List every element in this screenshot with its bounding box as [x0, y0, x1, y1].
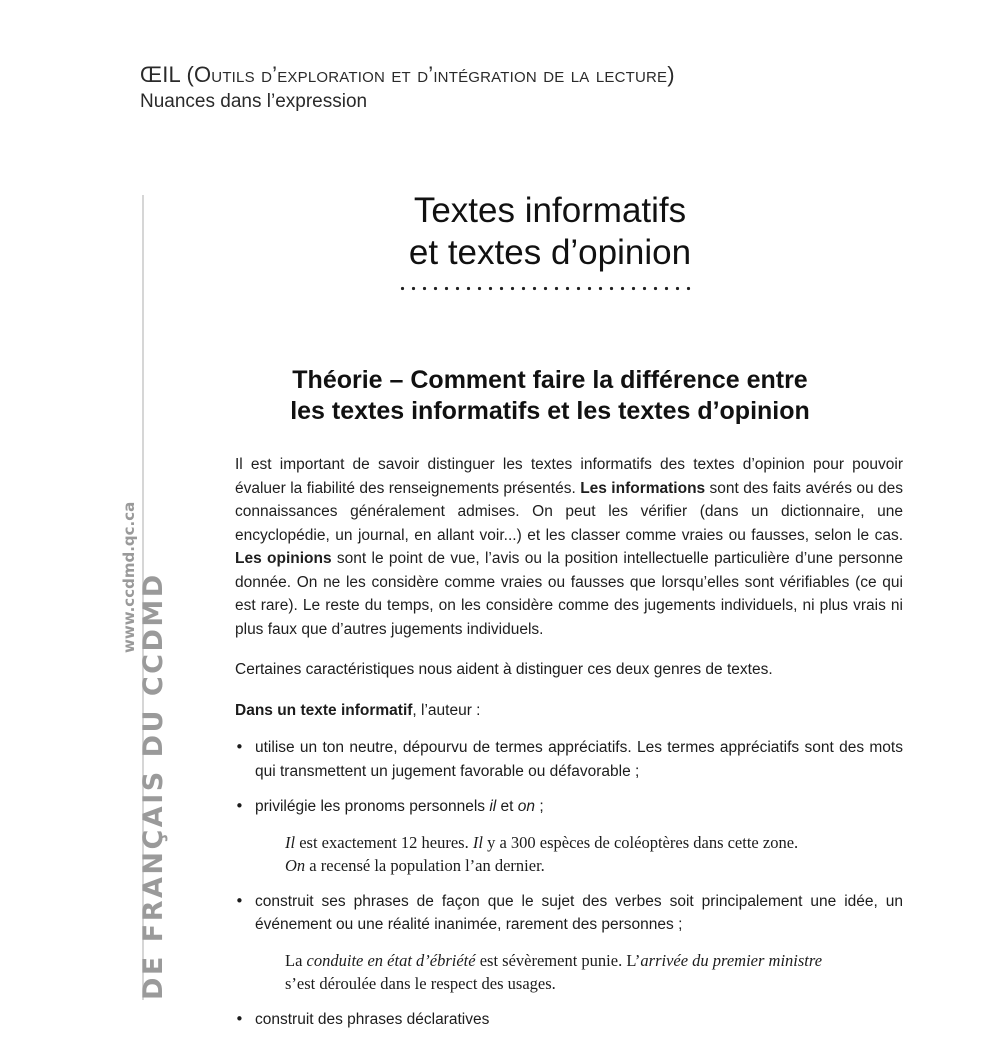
example-pronouns: [285, 831, 903, 878]
dotted-separator: [397, 286, 697, 291]
characteristics-list: [235, 736, 903, 1031]
example-text: La: [285, 950, 307, 970]
informative-lead-bold: Dans un texte informatif: [235, 701, 413, 719]
theory-heading: [235, 365, 865, 427]
bullet-sentence-subjects: • construit ses phrases de façon que le sujet des verbes soit principalement une idée, un événement ou une réalité inanimée, rarement des personnes ;: [255, 892, 903, 933]
example-italic: Il: [285, 832, 296, 852]
intro-term-opinions: Les opinions: [235, 550, 332, 567]
characteristics-paragraph: Certaines caractéristiques nous aident à distinguer ces deux genres de textes.: [235, 661, 773, 678]
document-title-line2: et textes d’opinion: [408, 233, 692, 272]
example-text: est exactement 12 heures.: [295, 832, 473, 852]
intro-term-informations: Les informations: [580, 479, 706, 497]
list-item: [235, 795, 903, 878]
example-line: [285, 831, 903, 855]
bullet-declarative: • construit des phrases déclaratives: [255, 1010, 490, 1028]
page-header: [140, 60, 675, 114]
series-title: ŒIL (Outils d’exploration et d’intégration de la lecture): [140, 62, 675, 87]
list-item: [235, 890, 903, 996]
example-line: [285, 949, 903, 973]
example-italic: On: [285, 856, 306, 875]
bullet-pronouns-and: et: [496, 798, 518, 815]
theory-heading-line2: les textes informatifs et les textes d’opinion: [290, 397, 810, 425]
intro-text-1: Il est important de savoir distinguer les textes informatifs des textes d’opinion pour pouvoir évaluer la fiabilité des renseignements présentés.: [235, 456, 903, 497]
theory-heading-line1: Théorie – Comment faire la différence entre: [292, 366, 808, 394]
bullet-neutral-tone: • utilise un ton neutre, dépourvu de termes appréciatifs. Les termes appréciatifs sont des mots qui transmettent un jugement favorable ou défavorable ;: [255, 739, 903, 780]
example-italic: Il: [472, 832, 483, 852]
document-title: [300, 190, 800, 274]
document-title-line1: Textes informatifs: [413, 191, 687, 230]
pronoun-on: on: [517, 798, 536, 815]
bullet-pronouns-text: privilégie les pronoms personnels: [255, 798, 490, 815]
pronoun-il: il: [489, 798, 497, 815]
list-item: [235, 736, 903, 783]
example-italic: conduite en état d’ébriété: [306, 950, 476, 970]
main-text: [235, 453, 903, 1043]
sidebar-banner: DE FRANÇAIS DU CCDMD: [138, 572, 169, 1000]
informative-lead: [235, 699, 903, 723]
example-italic: arrivée du premier ministre: [640, 950, 823, 970]
bullet-pronouns: [255, 795, 903, 819]
example-subjects: [285, 949, 903, 996]
example-text: a recensé la population l’an dernier.: [305, 856, 545, 875]
informative-lead-rest: , l’auteur :: [412, 701, 481, 719]
intro-text-2: sont des faits avérés ou des connaissances généralement admises. On peut les vérifier (dans un dictionnaire, une encyclopédie, un journal, en allant voir...) et les classer comme vraies ou fausses, selon le cas.: [235, 479, 903, 544]
example-text: est sévèrement punie. L’: [475, 950, 641, 970]
intro-text-3: sont le point de vue, l’avis ou la position intellectuelle particulière d’une personne donnée. On ne les considère comme vraies ou fausses que lorsqu’elles sont vérifiables (ce qui est rare). Le reste du temps, on les considère comme des jugements individuels, ni plus vrais ni plus faux que d’autres jugements individuels.: [235, 550, 903, 638]
sidebar-url: www.ccdmd.qc.ca: [120, 501, 138, 653]
list-item: [235, 1008, 903, 1032]
series-subtitle: Nuances dans l’expression: [140, 91, 368, 112]
example-line: [285, 854, 903, 878]
example-text: y a 300 espèces de coléoptères dans cette zone.: [482, 832, 799, 852]
example-line: s’est déroulée dans le respect des usages.: [285, 974, 556, 993]
intro-paragraph: [235, 453, 903, 641]
bullet-pronouns-end: ;: [535, 798, 544, 815]
